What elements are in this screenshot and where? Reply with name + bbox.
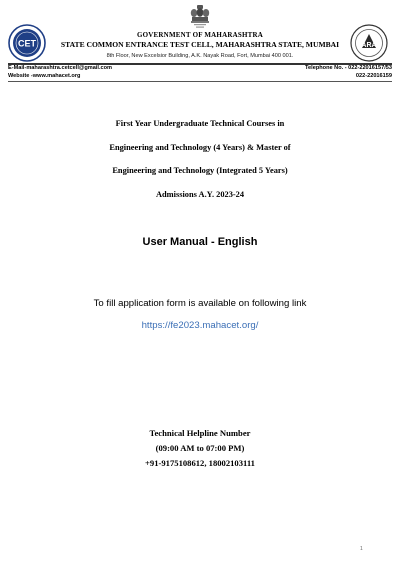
state-emblem-icon: [188, 4, 212, 30]
email-text: E-Mail-maharashtra.cetcell@gmail.com: [8, 65, 113, 71]
government-title: GOVERNMENT OF MAHARASHTRA: [137, 31, 263, 39]
ara-logo-text: ARA: [361, 42, 377, 49]
helpline-numbers: +91-9175108612, 18002103111: [145, 458, 255, 468]
letterhead: [0, 0, 400, 88]
course-line-2: Engineering and Technology (4 Years) & Master of: [109, 143, 291, 152]
course-line-1: First Year Undergraduate Technical Courses in: [115, 119, 285, 128]
course-line-3: Engineering and Technology (Integrated 5 Years): [112, 166, 288, 175]
manual-title: User Manual - English: [142, 236, 258, 248]
telephone-text: Telephone No. - 022-22016157/53: [305, 65, 392, 71]
instruction-text: To fill application form is available on following link: [93, 298, 307, 309]
contact-right: [305, 65, 392, 80]
page-number: 1: [360, 546, 363, 552]
cet-logo-text: CET: [18, 38, 36, 49]
header-bottom-divider: [8, 81, 392, 82]
office-address: 8th Floor, New Excelsior Building, A.K. Nayak Road, Fort, Mumbai 400 001.: [106, 53, 294, 59]
contact-left: [8, 65, 112, 80]
helpline-hours: (09:00 AM to 07:00 PM): [155, 443, 245, 453]
cell-title: STATE COMMON ENTRANCE TEST CELL, MAHARASHTRA STATE, MUMBAI: [60, 40, 340, 49]
application-link[interactable]: https://fe2023.mahacet.org/: [141, 320, 259, 331]
admission-year: Admissions A.Y. 2023-24: [155, 190, 245, 199]
website-text: Website -www.mahacet.org: [8, 72, 81, 79]
helpline-title: Technical Helpline Number: [149, 428, 251, 438]
telephone-text-2: 022-22016159: [355, 72, 392, 79]
